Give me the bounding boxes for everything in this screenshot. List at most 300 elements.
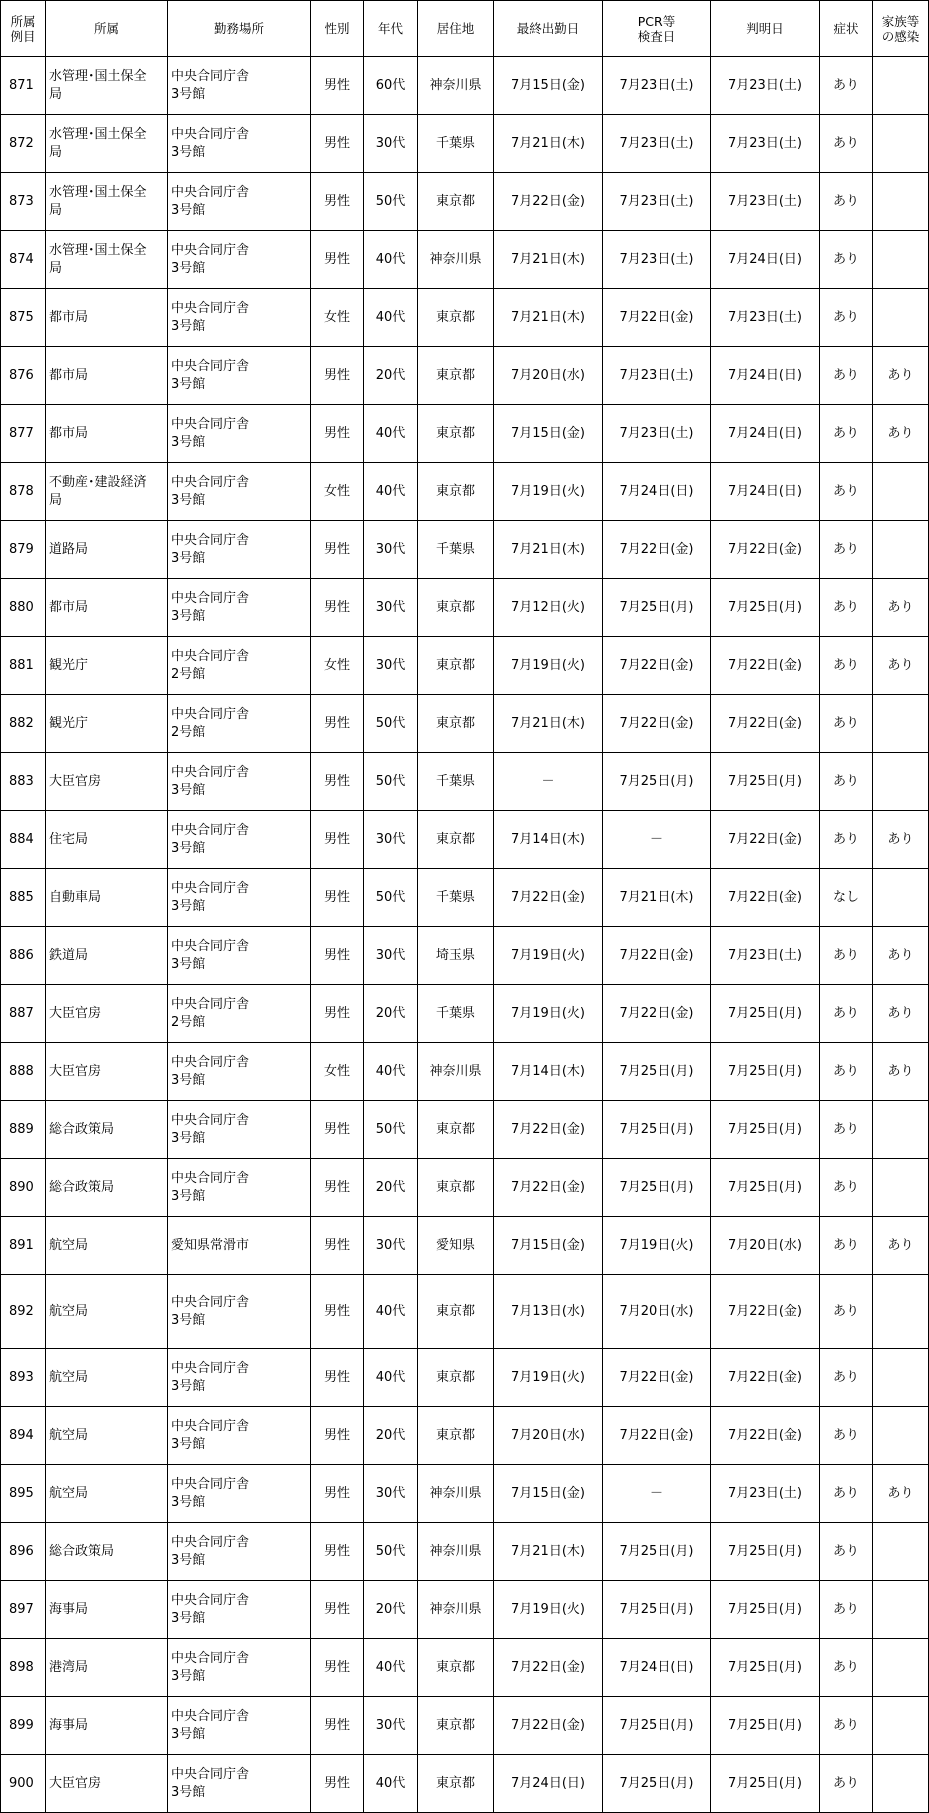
cell-sex: 男性 — [311, 1465, 364, 1523]
cell-family-infection: あり — [873, 811, 929, 869]
cell-residence: 東京都 — [418, 173, 494, 231]
cell-workplace: 中央合同庁舎 3号館 — [168, 1275, 311, 1349]
table-row — [1, 927, 929, 985]
cell-department: 総合政策局 — [46, 1159, 168, 1217]
cell-residence: 東京都 — [418, 695, 494, 753]
cell-family-infection — [873, 753, 929, 811]
cell-sex: 男性 — [311, 695, 364, 753]
cell-case-number: 879 — [1, 521, 46, 579]
cell-department: 航空局 — [46, 1275, 168, 1349]
cell-case-number: 884 — [1, 811, 46, 869]
cell-sex: 女性 — [311, 1043, 364, 1101]
cell-last-work-date: 7月14日(木) — [494, 1043, 603, 1101]
cell-confirmed-date: 7月22日(金) — [711, 1407, 820, 1465]
cell-pcr-test-date: 7月23日(土) — [603, 231, 711, 289]
cell-department: 都市局 — [46, 579, 168, 637]
cell-confirmed-date: 7月25日(月) — [711, 1755, 820, 1813]
cell-age-group: 30代 — [364, 1217, 418, 1275]
cell-sex: 男性 — [311, 1349, 364, 1407]
cell-confirmed-date: 7月22日(金) — [711, 1349, 820, 1407]
table-row — [1, 579, 929, 637]
cell-symptoms: あり — [820, 753, 873, 811]
cell-pcr-test-date: 7月22日(金) — [603, 289, 711, 347]
cell-department: 大臣官房 — [46, 1043, 168, 1101]
cell-sex: 男性 — [311, 985, 364, 1043]
cell-confirmed-date: 7月23日(土) — [711, 289, 820, 347]
cell-residence: 東京都 — [418, 579, 494, 637]
cell-pcr-test-date: 7月25日(月) — [603, 1581, 711, 1639]
cell-department: 港湾局 — [46, 1639, 168, 1697]
cell-pcr-test-date: 7月25日(月) — [603, 1697, 711, 1755]
header-pcr-test-date: PCR等 検査日 — [603, 1, 711, 57]
table-body — [1, 57, 929, 1813]
cell-confirmed-date: 7月24日(日) — [711, 231, 820, 289]
cell-case-number: 874 — [1, 231, 46, 289]
cell-pcr-test-date: 7月23日(土) — [603, 115, 711, 173]
cell-last-work-date: 7月22日(金) — [494, 1639, 603, 1697]
table-row — [1, 811, 929, 869]
cell-department: 観光庁 — [46, 695, 168, 753]
cell-pcr-test-date: 7月25日(月) — [603, 579, 711, 637]
cell-department: 道路局 — [46, 521, 168, 579]
cell-case-number: 893 — [1, 1349, 46, 1407]
cell-symptoms: あり — [820, 231, 873, 289]
cell-symptoms: あり — [820, 1159, 873, 1217]
cell-symptoms: あり — [820, 1217, 873, 1275]
table-row — [1, 985, 929, 1043]
cell-residence: 神奈川県 — [418, 57, 494, 115]
cell-sex: 男性 — [311, 115, 364, 173]
cell-age-group: 20代 — [364, 347, 418, 405]
cell-residence: 東京都 — [418, 1275, 494, 1349]
table-row — [1, 1043, 929, 1101]
cell-workplace: 中央合同庁舎 3号館 — [168, 173, 311, 231]
cell-residence: 東京都 — [418, 811, 494, 869]
cell-case-number: 882 — [1, 695, 46, 753]
cell-department: 水管理･国土保全 局 — [46, 231, 168, 289]
cell-department: 大臣官房 — [46, 985, 168, 1043]
cell-symptoms: あり — [820, 521, 873, 579]
cell-residence: 神奈川県 — [418, 1465, 494, 1523]
cell-family-infection: あり — [873, 347, 929, 405]
table-row — [1, 173, 929, 231]
cell-family-infection — [873, 289, 929, 347]
cell-age-group: 50代 — [364, 1101, 418, 1159]
cell-confirmed-date: 7月22日(金) — [711, 811, 820, 869]
cell-workplace: 中央合同庁舎 3号館 — [168, 57, 311, 115]
cell-confirmed-date: 7月20日(水) — [711, 1217, 820, 1275]
cell-symptoms: あり — [820, 289, 873, 347]
cell-last-work-date: 7月22日(金) — [494, 1697, 603, 1755]
cell-department: 航空局 — [46, 1465, 168, 1523]
cell-workplace: 中央合同庁舎 3号館 — [168, 1159, 311, 1217]
cell-confirmed-date: 7月22日(金) — [711, 695, 820, 753]
cell-age-group: 50代 — [364, 695, 418, 753]
cell-residence: 東京都 — [418, 1697, 494, 1755]
cell-sex: 男性 — [311, 1407, 364, 1465]
cell-pcr-test-date: 7月23日(土) — [603, 347, 711, 405]
cell-department: 水管理･国土保全 局 — [46, 173, 168, 231]
cell-pcr-test-date: 7月22日(金) — [603, 695, 711, 753]
cell-age-group: 40代 — [364, 231, 418, 289]
cell-case-number: 891 — [1, 1217, 46, 1275]
header-sex: 性別 — [311, 1, 364, 57]
cell-pcr-test-date: 7月20日(水) — [603, 1275, 711, 1349]
cell-family-infection — [873, 695, 929, 753]
cell-confirmed-date: 7月25日(月) — [711, 753, 820, 811]
cell-pcr-test-date: － — [603, 811, 711, 869]
cell-family-infection — [873, 231, 929, 289]
cell-case-number: 898 — [1, 1639, 46, 1697]
table-row — [1, 1523, 929, 1581]
table-row — [1, 695, 929, 753]
cell-pcr-test-date: 7月19日(火) — [603, 1217, 711, 1275]
cell-workplace: 中央合同庁舎 3号館 — [168, 463, 311, 521]
cell-workplace: 中央合同庁舎 2号館 — [168, 695, 311, 753]
cell-residence: 神奈川県 — [418, 1043, 494, 1101]
cell-last-work-date: 7月21日(木) — [494, 695, 603, 753]
cell-department: 都市局 — [46, 405, 168, 463]
cell-workplace: 中央合同庁舎 3号館 — [168, 405, 311, 463]
cell-case-number: 883 — [1, 753, 46, 811]
cell-family-infection — [873, 521, 929, 579]
cell-sex: 男性 — [311, 1523, 364, 1581]
cell-department: 海事局 — [46, 1697, 168, 1755]
header-age-group: 年代 — [364, 1, 418, 57]
table-row — [1, 57, 929, 115]
cell-age-group: 20代 — [364, 985, 418, 1043]
cell-workplace: 中央合同庁舎 3号館 — [168, 115, 311, 173]
cell-age-group: 40代 — [364, 1639, 418, 1697]
cell-pcr-test-date: 7月25日(月) — [603, 1159, 711, 1217]
cell-sex: 男性 — [311, 347, 364, 405]
cell-case-number: 895 — [1, 1465, 46, 1523]
cell-family-infection: あり — [873, 927, 929, 985]
cell-family-infection — [873, 1275, 929, 1349]
cell-case-number: 888 — [1, 1043, 46, 1101]
cell-workplace: 中央合同庁舎 3号館 — [168, 927, 311, 985]
cell-department: 都市局 — [46, 289, 168, 347]
cell-confirmed-date: 7月25日(月) — [711, 1581, 820, 1639]
cell-case-number: 892 — [1, 1275, 46, 1349]
cell-sex: 男性 — [311, 753, 364, 811]
cell-symptoms: あり — [820, 1523, 873, 1581]
cell-workplace: 中央合同庁舎 2号館 — [168, 637, 311, 695]
cell-case-number: 871 — [1, 57, 46, 115]
cell-last-work-date: 7月21日(木) — [494, 289, 603, 347]
cell-sex: 女性 — [311, 463, 364, 521]
cell-last-work-date: 7月15日(金) — [494, 1465, 603, 1523]
cell-pcr-test-date: 7月23日(土) — [603, 173, 711, 231]
table-row — [1, 347, 929, 405]
table-row — [1, 1465, 929, 1523]
cell-residence: 埼玉県 — [418, 927, 494, 985]
cell-residence: 東京都 — [418, 463, 494, 521]
header-department: 所属 — [46, 1, 168, 57]
cell-case-number: 885 — [1, 869, 46, 927]
cell-last-work-date: 7月19日(火) — [494, 637, 603, 695]
cell-sex: 男性 — [311, 1581, 364, 1639]
cell-age-group: 30代 — [364, 927, 418, 985]
cell-symptoms: あり — [820, 173, 873, 231]
cell-residence: 千葉県 — [418, 521, 494, 579]
cell-last-work-date: 7月13日(水) — [494, 1275, 603, 1349]
cell-case-number: 873 — [1, 173, 46, 231]
cell-sex: 男性 — [311, 811, 364, 869]
cell-symptoms: あり — [820, 811, 873, 869]
cell-case-number: 889 — [1, 1101, 46, 1159]
table-row — [1, 231, 929, 289]
cell-sex: 男性 — [311, 1159, 364, 1217]
cell-symptoms: あり — [820, 1101, 873, 1159]
cell-last-work-date: 7月19日(火) — [494, 985, 603, 1043]
cell-family-infection — [873, 1407, 929, 1465]
table-row — [1, 1581, 929, 1639]
cell-workplace: 中央合同庁舎 3号館 — [168, 1523, 311, 1581]
cell-pcr-test-date: 7月23日(土) — [603, 405, 711, 463]
cell-workplace: 中央合同庁舎 3号館 — [168, 1101, 311, 1159]
header-case-number: 所属 例目 — [1, 1, 46, 57]
cell-family-infection: あり — [873, 1043, 929, 1101]
cell-family-infection — [873, 1639, 929, 1697]
cell-residence: 千葉県 — [418, 115, 494, 173]
header-last-work-date: 最終出勤日 — [494, 1, 603, 57]
cell-pcr-test-date: 7月23日(土) — [603, 57, 711, 115]
cell-department: 水管理･国土保全 局 — [46, 57, 168, 115]
cell-confirmed-date: 7月23日(土) — [711, 115, 820, 173]
cell-pcr-test-date: 7月22日(金) — [603, 1349, 711, 1407]
cell-pcr-test-date: 7月24日(日) — [603, 463, 711, 521]
cell-pcr-test-date: 7月25日(月) — [603, 1755, 711, 1813]
cell-residence: 東京都 — [418, 1101, 494, 1159]
cell-sex: 男性 — [311, 927, 364, 985]
cell-symptoms: あり — [820, 695, 873, 753]
table-row — [1, 1217, 929, 1275]
cell-sex: 男性 — [311, 579, 364, 637]
table-row — [1, 1349, 929, 1407]
cell-family-infection: あり — [873, 985, 929, 1043]
cell-case-number: 872 — [1, 115, 46, 173]
cell-sex: 男性 — [311, 1101, 364, 1159]
cell-residence: 東京都 — [418, 405, 494, 463]
cell-family-infection — [873, 1349, 929, 1407]
table-row — [1, 405, 929, 463]
cell-symptoms: あり — [820, 1581, 873, 1639]
cell-last-work-date: 7月14日(木) — [494, 811, 603, 869]
cell-case-number: 877 — [1, 405, 46, 463]
cell-symptoms: あり — [820, 405, 873, 463]
cell-case-number: 890 — [1, 1159, 46, 1217]
cell-department: 不動産･建設経済 局 — [46, 463, 168, 521]
cell-age-group: 30代 — [364, 1465, 418, 1523]
cell-pcr-test-date: 7月22日(金) — [603, 521, 711, 579]
cell-age-group: 30代 — [364, 811, 418, 869]
table-row — [1, 1407, 929, 1465]
cell-last-work-date: 7月22日(金) — [494, 1101, 603, 1159]
cell-case-number: 878 — [1, 463, 46, 521]
cell-department: 総合政策局 — [46, 1101, 168, 1159]
cell-pcr-test-date: 7月24日(日) — [603, 1639, 711, 1697]
cell-symptoms: あり — [820, 1349, 873, 1407]
cell-age-group: 60代 — [364, 57, 418, 115]
cell-confirmed-date: 7月23日(土) — [711, 57, 820, 115]
cell-last-work-date: 7月15日(金) — [494, 405, 603, 463]
cell-family-infection — [873, 1581, 929, 1639]
cell-pcr-test-date: 7月22日(金) — [603, 637, 711, 695]
cell-symptoms: あり — [820, 637, 873, 695]
cell-workplace: 中央合同庁舎 3号館 — [168, 869, 311, 927]
cell-symptoms: あり — [820, 1697, 873, 1755]
cell-last-work-date: 7月24日(日) — [494, 1755, 603, 1813]
cell-residence: 愛知県 — [418, 1217, 494, 1275]
cell-department: 大臣官房 — [46, 753, 168, 811]
cell-symptoms: あり — [820, 1043, 873, 1101]
cell-department: 都市局 — [46, 347, 168, 405]
cell-pcr-test-date: 7月21日(木) — [603, 869, 711, 927]
cell-department: 住宅局 — [46, 811, 168, 869]
cell-last-work-date: － — [494, 753, 603, 811]
cell-department: 鉄道局 — [46, 927, 168, 985]
cell-workplace: 中央合同庁舎 3号館 — [168, 1581, 311, 1639]
cell-case-number: 875 — [1, 289, 46, 347]
cell-residence: 神奈川県 — [418, 1581, 494, 1639]
cell-residence: 東京都 — [418, 347, 494, 405]
cell-pcr-test-date: 7月22日(金) — [603, 927, 711, 985]
cell-department: 自動車局 — [46, 869, 168, 927]
cell-department: 航空局 — [46, 1407, 168, 1465]
cell-family-infection — [873, 463, 929, 521]
cell-sex: 男性 — [311, 1639, 364, 1697]
cell-sex: 男性 — [311, 521, 364, 579]
cell-workplace: 中央合同庁舎 3号館 — [168, 231, 311, 289]
cell-workplace: 中央合同庁舎 3号館 — [168, 1043, 311, 1101]
cell-age-group: 20代 — [364, 1159, 418, 1217]
cell-last-work-date: 7月19日(火) — [494, 1581, 603, 1639]
cell-confirmed-date: 7月23日(土) — [711, 173, 820, 231]
cell-last-work-date: 7月22日(金) — [494, 1159, 603, 1217]
cell-family-infection — [873, 1523, 929, 1581]
cell-family-infection: あり — [873, 1217, 929, 1275]
cell-age-group: 30代 — [364, 1697, 418, 1755]
cell-residence: 神奈川県 — [418, 1523, 494, 1581]
cell-symptoms: あり — [820, 579, 873, 637]
cell-residence: 神奈川県 — [418, 231, 494, 289]
cell-symptoms: あり — [820, 1755, 873, 1813]
cell-family-infection: あり — [873, 637, 929, 695]
cell-age-group: 30代 — [364, 637, 418, 695]
cell-family-infection: あり — [873, 405, 929, 463]
cell-symptoms: あり — [820, 1639, 873, 1697]
cell-case-number: 897 — [1, 1581, 46, 1639]
cell-sex: 男性 — [311, 1697, 364, 1755]
cell-workplace: 中央合同庁舎 3号館 — [168, 811, 311, 869]
cell-last-work-date: 7月15日(金) — [494, 57, 603, 115]
cell-case-number: 880 — [1, 579, 46, 637]
cell-pcr-test-date: 7月25日(月) — [603, 1101, 711, 1159]
cell-case-number: 899 — [1, 1697, 46, 1755]
cell-workplace: 中央合同庁舎 2号館 — [168, 985, 311, 1043]
cell-pcr-test-date: 7月22日(金) — [603, 985, 711, 1043]
cell-sex: 男性 — [311, 869, 364, 927]
cell-workplace: 中央合同庁舎 3号館 — [168, 289, 311, 347]
cell-family-infection — [873, 173, 929, 231]
cell-sex: 男性 — [311, 57, 364, 115]
cell-family-infection — [873, 1159, 929, 1217]
cell-workplace: 中央合同庁舎 3号館 — [168, 521, 311, 579]
cell-pcr-test-date: 7月25日(月) — [603, 1523, 711, 1581]
cell-age-group: 50代 — [364, 753, 418, 811]
cell-workplace: 中央合同庁舎 3号館 — [168, 1755, 311, 1813]
header-row — [1, 1, 929, 57]
header-confirmed-date: 判明日 — [711, 1, 820, 57]
header-family-infection: 家族等 の感染 — [873, 1, 929, 57]
cell-workplace: 中央合同庁舎 3号館 — [168, 1407, 311, 1465]
cell-sex: 女性 — [311, 637, 364, 695]
cell-last-work-date: 7月19日(火) — [494, 463, 603, 521]
table-row — [1, 1697, 929, 1755]
cell-symptoms: あり — [820, 463, 873, 521]
cell-pcr-test-date: － — [603, 1465, 711, 1523]
table-row — [1, 521, 929, 579]
cell-confirmed-date: 7月22日(金) — [711, 869, 820, 927]
cell-age-group: 40代 — [364, 1755, 418, 1813]
cell-confirmed-date: 7月25日(月) — [711, 985, 820, 1043]
cell-last-work-date: 7月12日(火) — [494, 579, 603, 637]
cell-confirmed-date: 7月23日(土) — [711, 1465, 820, 1523]
cell-last-work-date: 7月20日(水) — [494, 347, 603, 405]
cell-department: 航空局 — [46, 1217, 168, 1275]
cell-residence: 千葉県 — [418, 869, 494, 927]
cell-residence: 東京都 — [418, 637, 494, 695]
cell-department: 総合政策局 — [46, 1523, 168, 1581]
cell-confirmed-date: 7月24日(日) — [711, 405, 820, 463]
cell-family-infection — [873, 1101, 929, 1159]
cell-confirmed-date: 7月22日(金) — [711, 521, 820, 579]
cell-last-work-date: 7月21日(木) — [494, 1523, 603, 1581]
cell-sex: 男性 — [311, 1275, 364, 1349]
cell-family-infection: あり — [873, 579, 929, 637]
table-row — [1, 1275, 929, 1349]
cell-confirmed-date: 7月25日(月) — [711, 1639, 820, 1697]
cell-age-group: 30代 — [364, 521, 418, 579]
cell-confirmed-date: 7月22日(金) — [711, 637, 820, 695]
cell-residence: 千葉県 — [418, 753, 494, 811]
cell-pcr-test-date: 7月25日(月) — [603, 753, 711, 811]
cell-family-infection — [873, 869, 929, 927]
cell-symptoms: あり — [820, 1465, 873, 1523]
cell-last-work-date: 7月22日(金) — [494, 869, 603, 927]
cell-family-infection — [873, 57, 929, 115]
cell-last-work-date: 7月21日(木) — [494, 115, 603, 173]
cell-age-group: 30代 — [364, 579, 418, 637]
table-row — [1, 1755, 929, 1813]
cell-workplace: 中央合同庁舎 3号館 — [168, 347, 311, 405]
cell-age-group: 20代 — [364, 1407, 418, 1465]
cell-age-group: 50代 — [364, 869, 418, 927]
cell-department: 海事局 — [46, 1581, 168, 1639]
cell-residence: 東京都 — [418, 289, 494, 347]
cell-symptoms: あり — [820, 927, 873, 985]
header-symptoms: 症状 — [820, 1, 873, 57]
table-row — [1, 637, 929, 695]
table-row — [1, 1159, 929, 1217]
cell-confirmed-date: 7月25日(月) — [711, 1697, 820, 1755]
cell-case-number: 886 — [1, 927, 46, 985]
cell-sex: 男性 — [311, 1755, 364, 1813]
table-row — [1, 1101, 929, 1159]
cell-department: 水管理･国土保全 局 — [46, 115, 168, 173]
cell-last-work-date: 7月20日(水) — [494, 1407, 603, 1465]
